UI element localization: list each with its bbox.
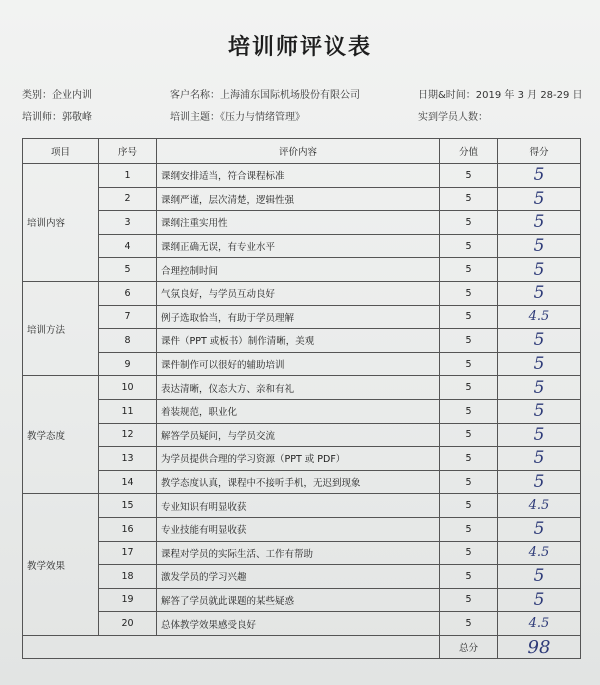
content-cell: 着装规范，职业化 [157,399,440,423]
obtained-score-cell: 5 [498,517,581,541]
obtained-score-cell: 5 [498,565,581,589]
category-cell: 教学效果 [23,494,99,636]
content-cell: 教学态度认真，课程中不接听手机，无迟到现象 [157,470,440,494]
table-row [23,281,581,305]
number-cell: 1 [99,164,157,188]
content-cell: 课纲安排适当，符合课程标准 [157,164,440,188]
content-cell: 课纲注重实用性 [157,211,440,235]
obtained-score-cell: 5 [498,352,581,376]
table-row [23,399,581,423]
number-cell: 19 [99,588,157,612]
table-row [23,164,581,188]
number-cell: 2 [99,187,157,211]
score-cell: 5 [440,588,498,612]
score-cell: 5 [440,164,498,188]
score-cell: 5 [440,494,498,518]
score-cell: 5 [440,447,498,471]
number-cell: 20 [99,612,157,636]
obtained-score-cell: 5 [498,376,581,400]
number-cell: 16 [99,517,157,541]
content-cell: 专业知识有明显收获 [157,494,440,518]
page-title: 培训师评议表 [227,35,372,60]
table-row [23,565,581,589]
score-cell: 5 [440,352,498,376]
obtained-score-cell: 4.5 [498,612,581,636]
obtained-score-cell: 5 [498,211,581,235]
date-field: 日期&时间：2019 年 3 月 28-29 日 [418,90,583,101]
category-cell: 教学态度 [23,376,99,494]
number-cell: 15 [99,494,157,518]
number-cell: 4 [99,234,157,258]
table-row [23,517,581,541]
obtained-score-cell: 4.5 [498,305,581,329]
number-cell: 3 [99,211,157,235]
header-number: 序号 [99,139,157,164]
content-cell: 课纲严谨，层次清楚，逻辑性强 [157,187,440,211]
number-cell: 9 [99,352,157,376]
header-content: 评价内容 [157,139,440,164]
header-category: 项目 [23,139,99,164]
content-cell: 课纲正确无误，有专业水平 [157,234,440,258]
number-cell: 12 [99,423,157,447]
score-cell: 5 [440,281,498,305]
number-cell: 11 [99,399,157,423]
obtained-score-cell: 5 [498,399,581,423]
score-cell: 5 [440,211,498,235]
obtained-score-cell: 5 [498,281,581,305]
content-cell: 表达清晰，仪态大方、亲和有礼 [157,376,440,400]
table-body [23,164,581,659]
number-cell: 17 [99,541,157,565]
score-cell: 5 [440,470,498,494]
category-cell: 培训方法 [23,281,99,375]
table-row [23,234,581,258]
category-field: 类别：企业内训 [22,90,92,101]
number-cell: 5 [99,258,157,282]
content-cell: 激发学员的学习兴趣 [157,565,440,589]
client-field: 客户名称：上海浦东国际机场股份有限公司 [170,90,360,101]
attendees-field: 实到学员人数： [418,112,488,123]
number-cell: 6 [99,281,157,305]
number-cell: 13 [99,447,157,471]
content-cell: 解答了学员就此课题的某些疑惑 [157,588,440,612]
obtained-score-cell: 4.5 [498,494,581,518]
table-row [23,187,581,211]
score-cell: 5 [440,565,498,589]
table-header-row [23,139,581,164]
number-cell: 8 [99,329,157,353]
total-row [23,635,581,659]
topic-field: 培训主题：《压力与情绪管理》 [170,112,305,123]
total-value: 98 [498,635,581,659]
header-obtained: 得分 [498,139,581,164]
content-cell: 为学员提供合理的学习资源（PPT 或 PDF） [157,447,440,471]
score-cell: 5 [440,376,498,400]
score-cell: 5 [440,329,498,353]
score-cell: 5 [440,399,498,423]
score-cell: 5 [440,305,498,329]
content-cell: 总体教学效果感受良好 [157,612,440,636]
obtained-score-cell: 5 [498,588,581,612]
header-score: 分值 [440,139,498,164]
content-cell: 解答学员疑问，与学员交流 [157,423,440,447]
table-row [23,258,581,282]
table-row [23,541,581,565]
table-row [23,588,581,612]
content-cell: 合理控制时间 [157,258,440,282]
obtained-score-cell: 5 [498,470,581,494]
number-cell: 10 [99,376,157,400]
score-cell: 5 [440,258,498,282]
table-row [23,423,581,447]
total-label: 总分 [440,635,498,659]
table-row [23,494,581,518]
content-cell: 专业技能有明显收获 [157,517,440,541]
obtained-score-cell: 5 [498,258,581,282]
table-row [23,329,581,353]
score-cell: 5 [440,517,498,541]
category-cell: 培训内容 [23,164,99,282]
obtained-score-cell: 5 [498,447,581,471]
obtained-score-cell: 5 [498,234,581,258]
number-cell: 18 [99,565,157,589]
score-cell: 5 [440,612,498,636]
evaluation-table [22,138,581,659]
content-cell: 气氛良好，与学员互动良好 [157,281,440,305]
number-cell: 14 [99,470,157,494]
trainer-field: 培训师：郭敬峰 [22,112,92,123]
obtained-score-cell: 5 [498,423,581,447]
score-cell: 5 [440,187,498,211]
obtained-score-cell: 5 [498,329,581,353]
number-cell: 7 [99,305,157,329]
score-cell: 5 [440,234,498,258]
obtained-score-cell: 5 [498,187,581,211]
table-row [23,352,581,376]
content-cell: 例子选取恰当，有助于学员理解 [157,305,440,329]
content-cell: 课程对学员的实际生活、工作有帮助 [157,541,440,565]
table-row [23,612,581,636]
obtained-score-cell: 5 [498,164,581,188]
obtained-score-cell: 4.5 [498,541,581,565]
total-blank-cell [23,635,440,659]
table-row [23,305,581,329]
score-cell: 5 [440,423,498,447]
table-row [23,211,581,235]
table-row [23,470,581,494]
table-row [23,447,581,471]
table-row [23,376,581,400]
score-cell: 5 [440,541,498,565]
content-cell: 课件制作可以很好的辅助培训 [157,352,440,376]
content-cell: 课件（PPT 或板书）制作清晰，美观 [157,329,440,353]
